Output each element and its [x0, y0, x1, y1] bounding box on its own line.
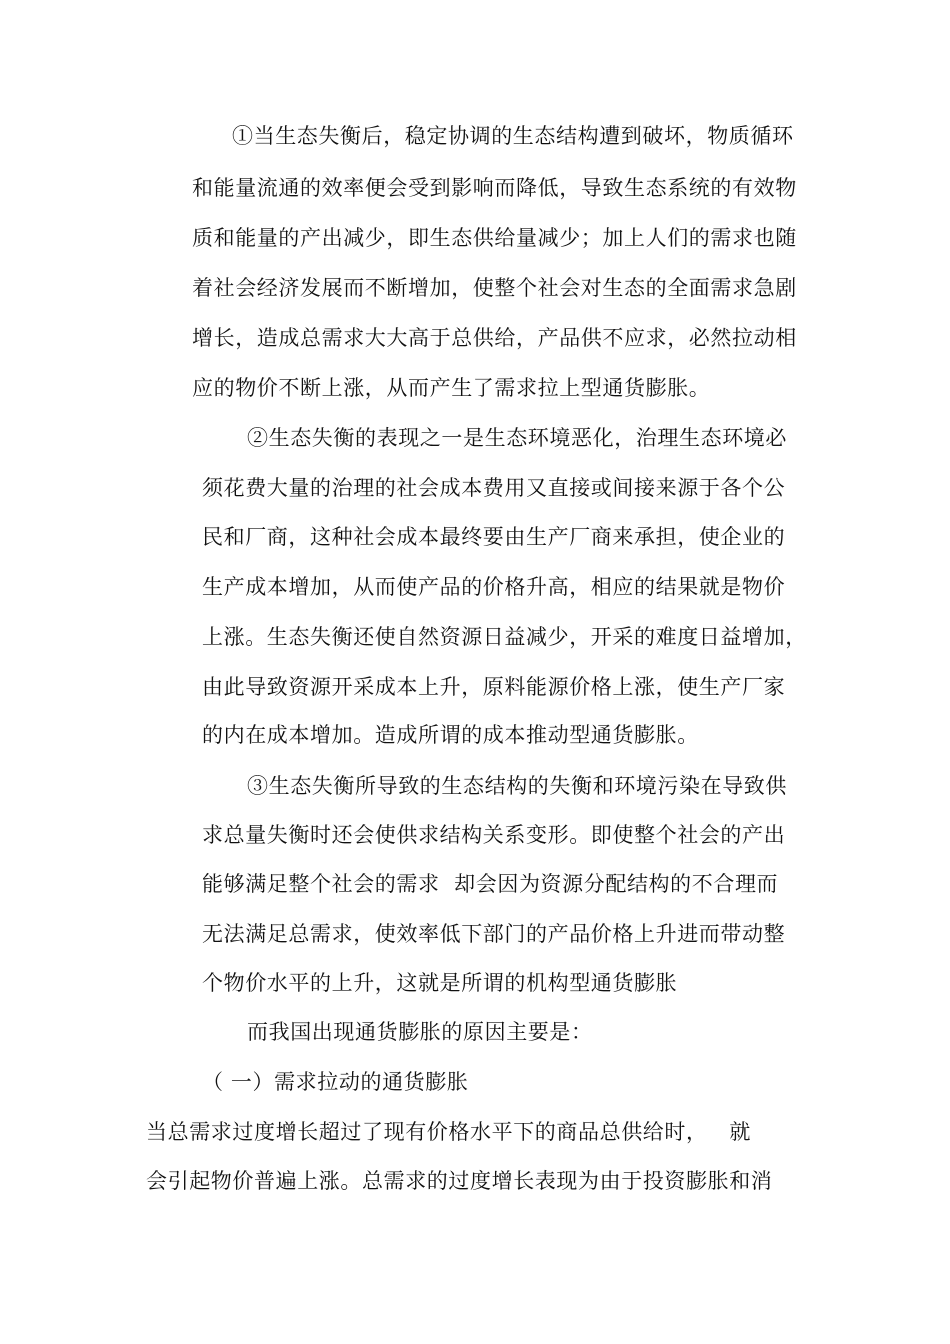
paragraph3-line-3: 能够满足整个社会的需求 却会因为资源分配结构的不合理而 [202, 872, 779, 896]
paragraph1-line-5: 增长，造成总需求大大高于总供给，产品供不应求，必然拉动相 [192, 326, 797, 350]
intro-line: 而我国出现通货膨胀的原因主要是： [247, 1020, 593, 1044]
paragraph1-line-4: 着社会经济发展而不断增加，使整个社会对生态的全面需求急剧 [192, 276, 797, 300]
paragraph4-line-1: 当总需求过度增长超过了现有价格水平下的商品总供给时， 就 [146, 1120, 752, 1144]
paragraph1-line-6: 应的物价不断上涨，从而产生了需求拉上型通货膨胀。 [192, 376, 711, 400]
section-heading: （ 一）需求拉动的通货膨胀 [202, 1070, 469, 1094]
paragraph2-line-7: 的内在成本增加。造成所谓的成本推动型通货膨胀。 [202, 723, 699, 747]
paragraph2-line-1: ②生态失衡的表现之一是生态环境恶化，治理生态环境必 [247, 426, 787, 450]
paragraph2-line-3: 民和厂商，这种社会成本最终要由生产厂商来承担，使企业的 [202, 525, 786, 549]
paragraph1-line-2: 和能量流通的效率便会受到影响而降低，导致生态系统的有效物 [192, 176, 797, 200]
paragraph2-line-4: 生产成本增加，从而使产品的价格升高，相应的结果就是物价 [202, 575, 786, 599]
paragraph1-line-1: ①当生态失衡后，稳定协调的生态结构遭到破坏，物质循环 [232, 124, 794, 148]
paragraph3-line-2: 求总量失衡时还会使供求结构关系变形。即使整个社会的产出 [202, 823, 786, 847]
paragraph3-line-4: 无法满足总需求，使效率低下部门的产品价格上升进而带动整 [202, 922, 786, 946]
paragraph1-line-3: 质和能量的产出减少，即生态供给量减少；加上人们的需求也随 [192, 226, 797, 250]
paragraph3-line-5: 个物价水平的上升，这就是所谓的机构型通货膨胀 [202, 971, 678, 995]
paragraph2-line-2: 须花费大量的治理的社会成本费用又直接或间接来源于各个公 [202, 476, 786, 500]
paragraph2-line-5: 上涨。生态失衡还使自然资源日益减少，开采的难度日益增加， [202, 625, 807, 649]
paragraph2-line-6: 由此导致资源开采成本上升，原料能源价格上涨，使生产厂家 [202, 675, 786, 699]
paragraph4-line-2: 会引起物价普遍上涨。总需求的过度增长表现为由于投资膨胀和消 [146, 1169, 773, 1193]
paragraph3-line-1: ③生态失衡所导致的生态结构的失衡和环境污染在导致供 [247, 774, 787, 798]
